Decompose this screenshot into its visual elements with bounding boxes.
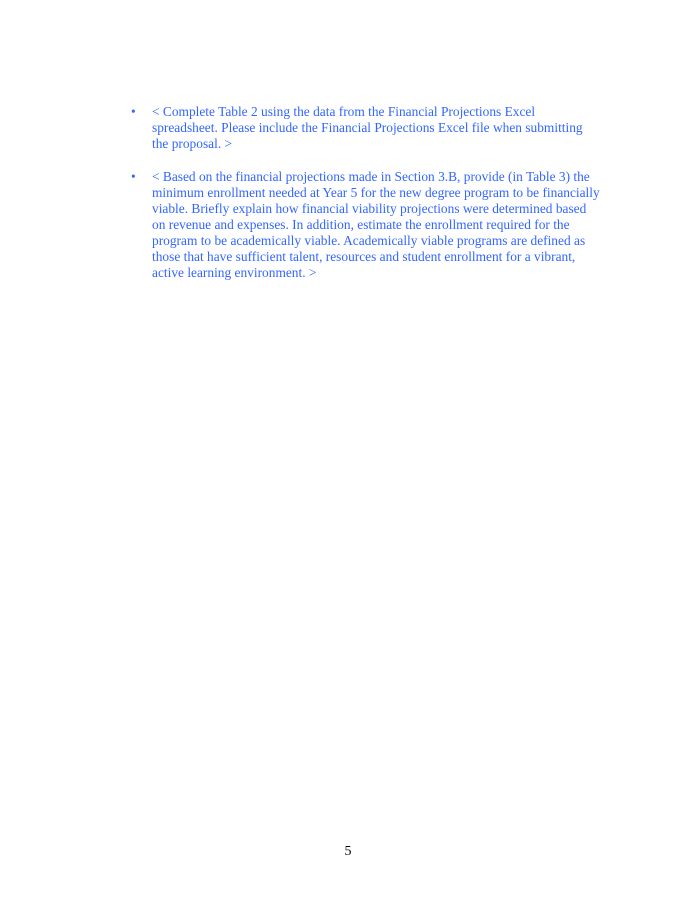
instruction-item-table-2 [131, 104, 601, 152]
page-number: 5 [344, 844, 352, 859]
instruction-text: < Complete Table 2 using the data from the Financial Projections Excel spreadsheet. Please include the Financial Projections Excel file when submitting the proposal. > [152, 104, 583, 151]
bullet-icon: • [131, 169, 136, 184]
instruction-item-table-3 [131, 169, 601, 281]
instruction-text: < Based on the financial projections made in Section 3.B, provide (in Table 3) the minimum enrollment needed at Year 5 for the new degree program to be financially viable. Briefly explain how financial viability projections were determined based on revenue and expenses. In addition, estimate the enrollment required for the program to be academically viable. Academically viable programs are defined as those that have sufficient talent, resources and student enrollment for a vibrant, active learning environment. > [152, 169, 600, 280]
instruction-list [131, 104, 601, 298]
bullet-icon: • [131, 104, 136, 119]
